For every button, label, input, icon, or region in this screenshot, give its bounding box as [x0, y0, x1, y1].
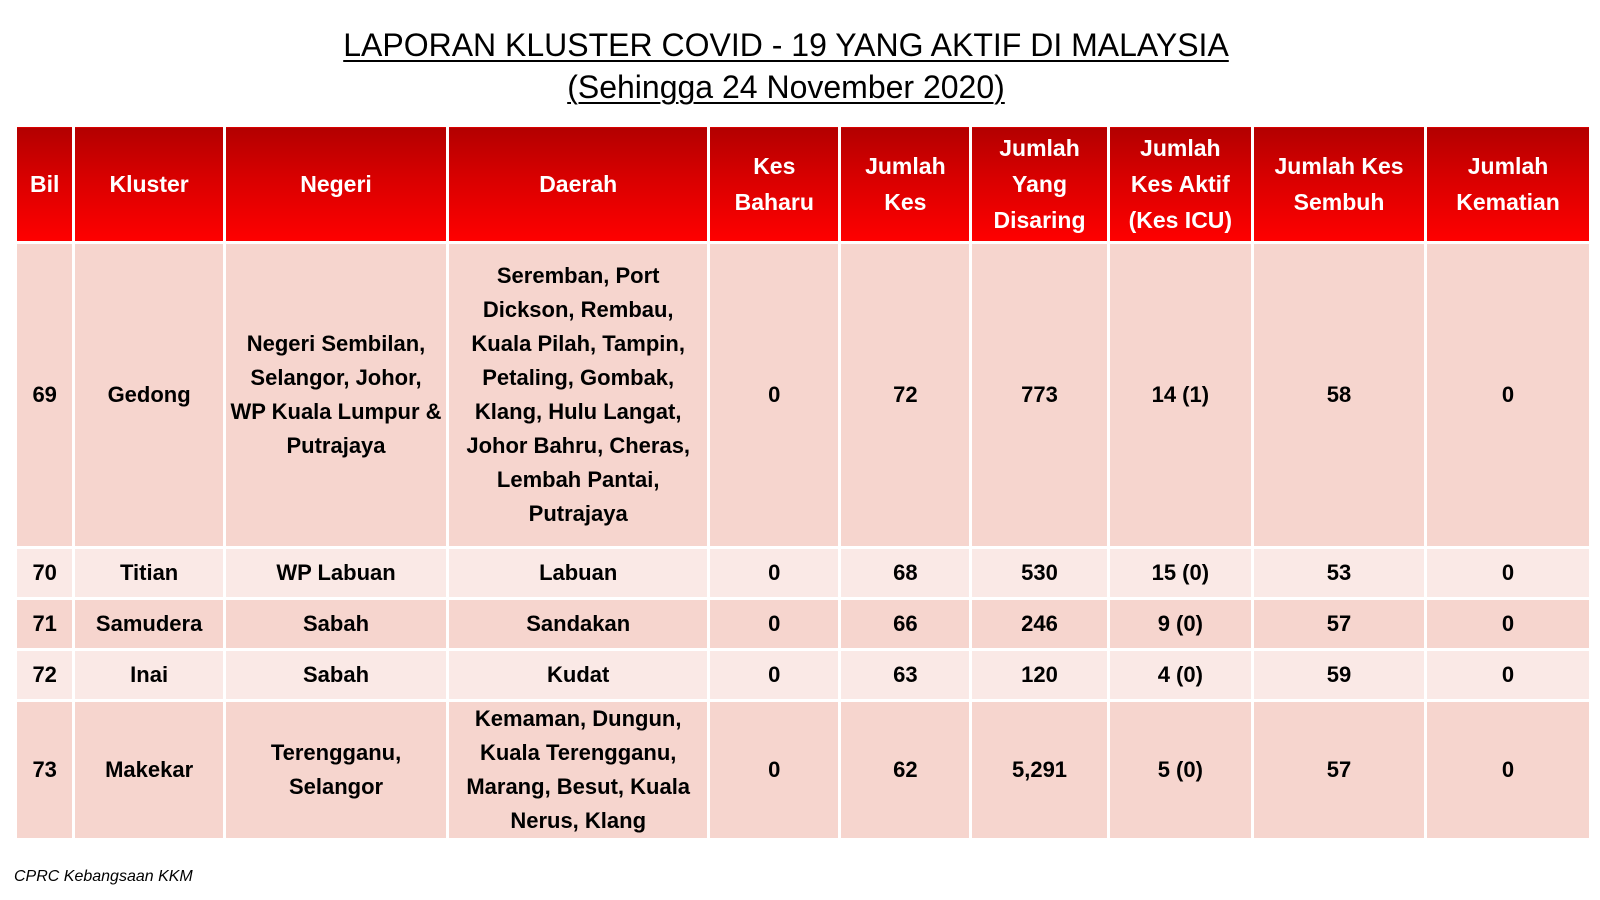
cell-jumlah-disaring: 773: [971, 243, 1108, 548]
cell-kes-aktif: 14 (1): [1108, 243, 1252, 548]
header-jumlah-kes: Jumlah Kes: [840, 126, 971, 243]
cell-jumlah-disaring: 530: [971, 548, 1108, 599]
cell-kes-sembuh: 57: [1253, 599, 1426, 650]
cell-bil: 72: [16, 650, 74, 701]
source-footer: CPRC Kebangsaan KKM: [14, 868, 193, 885]
cell-jumlah-kes: 66: [840, 599, 971, 650]
cell-kluster: Titian: [74, 548, 225, 599]
cell-bil: 70: [16, 548, 74, 599]
cell-kluster: Inai: [74, 650, 225, 701]
cell-kes-baharu: 0: [709, 243, 840, 548]
cluster-table: [14, 124, 1592, 841]
header-negeri: Negeri: [224, 126, 447, 243]
cell-jumlah-kes: 63: [840, 650, 971, 701]
cell-kematian: 0: [1426, 243, 1591, 548]
cell-jumlah-kes: 68: [840, 548, 971, 599]
cell-kluster: Makekar: [74, 701, 225, 840]
cell-kes-aktif: 4 (0): [1108, 650, 1252, 701]
table-row: [16, 548, 1591, 599]
cell-negeri: Terengganu, Selangor: [224, 701, 447, 840]
cell-kes-aktif: 15 (0): [1108, 548, 1252, 599]
cell-kematian: 0: [1426, 701, 1591, 840]
cell-kematian: 0: [1426, 650, 1591, 701]
cell-negeri: WP Labuan: [224, 548, 447, 599]
header-kematian: Jumlah Kematian: [1426, 126, 1591, 243]
cell-kes-baharu: 0: [709, 650, 840, 701]
header-kes-sembuh: Jumlah Kes Sembuh: [1253, 126, 1426, 243]
cell-kes-sembuh: 53: [1253, 548, 1426, 599]
table-row: [16, 650, 1591, 701]
cell-kes-sembuh: 57: [1253, 701, 1426, 840]
cell-jumlah-kes: 72: [840, 243, 971, 548]
cell-negeri: Sabah: [224, 599, 447, 650]
cell-kes-sembuh: 59: [1253, 650, 1426, 701]
cell-kes-aktif: 5 (0): [1108, 701, 1252, 840]
cell-kes-sembuh: 58: [1253, 243, 1426, 548]
cell-kluster: Samudera: [74, 599, 225, 650]
cell-kes-baharu: 0: [709, 548, 840, 599]
cell-jumlah-disaring: 120: [971, 650, 1108, 701]
report-title-line-1: LAPORAN KLUSTER COVID - 19 YANG AKTIF DI MALAYSIA: [343, 27, 1229, 63]
cell-kes-aktif: 9 (0): [1108, 599, 1252, 650]
cell-negeri: Sabah: [224, 650, 447, 701]
table-row: [16, 599, 1591, 650]
header-bil: Bil: [16, 126, 74, 243]
cell-bil: 73: [16, 701, 74, 840]
cell-kematian: 0: [1426, 548, 1591, 599]
table-row: [16, 243, 1591, 548]
report-title-line-2: (Sehingga 24 November 2020): [567, 69, 1005, 105]
cell-daerah: Kemaman, Dungun, Kuala Terengganu, Marang, Besut, Kuala Nerus, Klang: [448, 701, 709, 840]
cell-daerah: Sandakan: [448, 599, 709, 650]
cell-kes-baharu: 0: [709, 701, 840, 840]
cell-daerah: Kudat: [448, 650, 709, 701]
cell-bil: 71: [16, 599, 74, 650]
cell-negeri: Negeri Sembilan, Selangor, Johor, WP Kuala Lumpur & Putrajaya: [224, 243, 447, 548]
table-header-row: [16, 126, 1591, 243]
cell-kluster: Gedong: [74, 243, 225, 548]
cell-jumlah-kes: 62: [840, 701, 971, 840]
header-kluster: Kluster: [74, 126, 225, 243]
report-title: [0, 24, 1572, 108]
cell-daerah: Seremban, Port Dickson, Rembau, Kuala Pilah, Tampin, Petaling, Gombak, Klang, Hulu Langat, Johor Bahru, Cheras, Lembah Pantai, Putrajaya: [448, 243, 709, 548]
header-kes-aktif: Jumlah Kes Aktif (Kes ICU): [1108, 126, 1252, 243]
cell-jumlah-disaring: 5,291: [971, 701, 1108, 840]
cell-kematian: 0: [1426, 599, 1591, 650]
cell-jumlah-disaring: 246: [971, 599, 1108, 650]
header-daerah: Daerah: [448, 126, 709, 243]
header-kes-baharu: Kes Baharu: [709, 126, 840, 243]
header-jumlah-disaring: Jumlah Yang Disaring: [971, 126, 1108, 243]
cell-bil: 69: [16, 243, 74, 548]
cell-kes-baharu: 0: [709, 599, 840, 650]
cell-daerah: Labuan: [448, 548, 709, 599]
table-row: [16, 701, 1591, 840]
